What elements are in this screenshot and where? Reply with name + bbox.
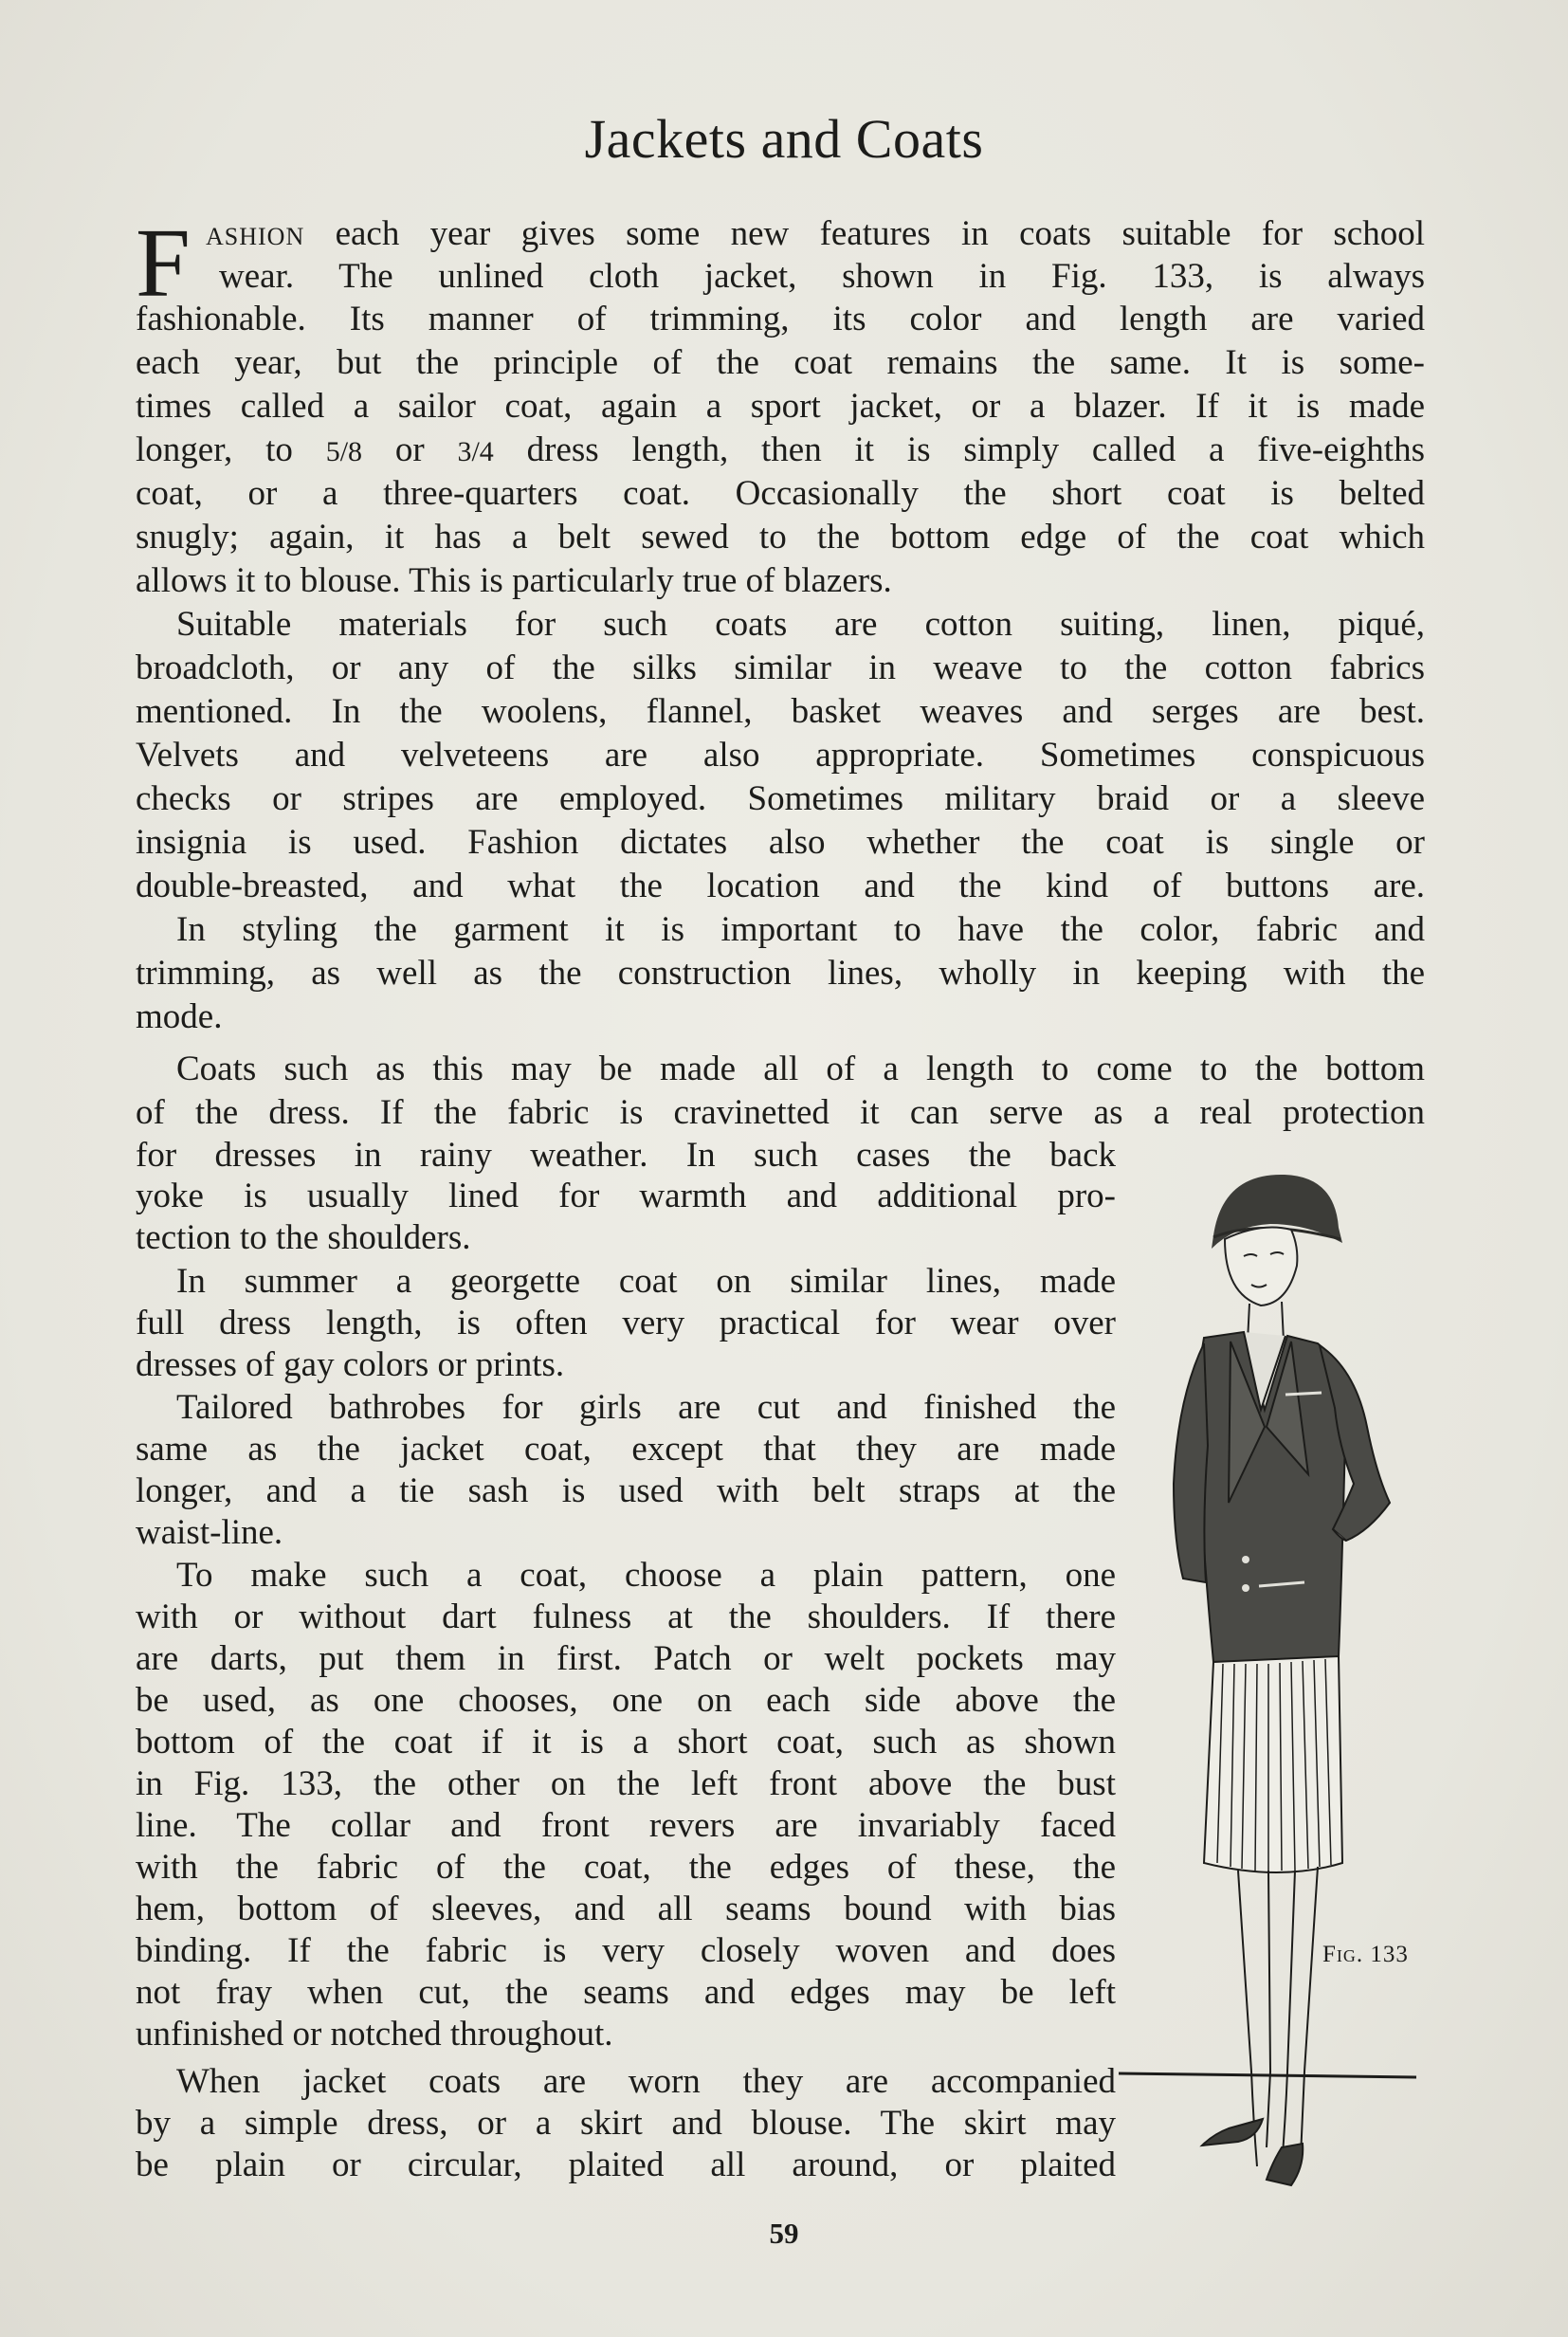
- text-line: tection to the shoulders.: [136, 1218, 471, 1257]
- text-line: yoke is usually lined for warmth and additional pro-: [136, 1177, 1116, 1215]
- text-line: In styling the garment it is important to have the color, fabric and: [176, 910, 1425, 949]
- text-line: by a simple dress, or a skirt and blouse. The skirt may: [136, 2104, 1116, 2143]
- text-line: snugly; again, it has a belt sewed to the bottom edge of the coat which: [136, 518, 1425, 557]
- text-line: not fray when cut, the seams and edges may be left: [136, 1973, 1116, 2012]
- text-line: longer, and a tie sash is used with belt straps at the: [136, 1471, 1116, 1510]
- line-text: dress length, then it is simply called a five-eighths: [493, 430, 1425, 469]
- text-line: unfinished or notched throughout.: [136, 2015, 613, 2054]
- legs: [1238, 1867, 1318, 2166]
- page-title: Jackets and Coats: [584, 108, 984, 170]
- text-line: be used, as one chooses, one on each side above the: [136, 1681, 1116, 1720]
- text-line: same as the jacket coat, except that they are made: [136, 1430, 1116, 1469]
- text-line: mode.: [136, 997, 223, 1036]
- text-line: are darts, put them in first. Patch or welt pockets may: [136, 1639, 1116, 1678]
- drop-cap: F: [136, 209, 191, 318]
- page-number: 59: [769, 2217, 799, 2250]
- text-line: [136, 432, 1425, 467]
- text-line: full dress length, is often very practical for wear over: [136, 1304, 1116, 1342]
- text-line: line. The collar and front revers are invariably faced: [136, 1806, 1116, 1845]
- text-line: for dresses in rainy weather. In such cases the back: [136, 1136, 1116, 1175]
- face: [1225, 1228, 1297, 1305]
- text-line: checks or stripes are employed. Sometimes military braid or a sleeve: [136, 779, 1425, 818]
- fraction: 5/8: [325, 436, 363, 467]
- text-line: trimming, as well as the construction lines, wholly in keeping with the: [136, 954, 1425, 993]
- fraction: 3/4: [457, 436, 494, 467]
- lead-word: ashion: [206, 214, 305, 253]
- text-line: bottom of the coat if it is a short coat, such as shown: [136, 1723, 1116, 1762]
- text-line: broadcloth, or any of the silks similar in weave to the cotton fabrics: [136, 648, 1425, 687]
- text-line: with or without dart fulness at the shoulders. If there: [136, 1598, 1116, 1636]
- text-line: To make such a coat, choose a plain pattern, one: [176, 1556, 1116, 1595]
- text-line: of the dress. If the fabric is cravinetted it can serve as a real protection: [136, 1093, 1425, 1132]
- pleated-skirt: [1204, 1656, 1342, 1872]
- text-line: each year, but the principle of the coat remains the same. It is some-: [136, 343, 1425, 382]
- text-line: coat, or a three-quarters coat. Occasionally the short coat is belted: [136, 474, 1425, 513]
- text-line: Coats such as this may be made all of a length to come to the bottom: [176, 1050, 1425, 1088]
- figure-caption: Fig. 133: [1322, 1942, 1409, 1967]
- text-line: with the fabric of the coat, the edges of these, the: [136, 1848, 1116, 1887]
- text-line: times called a sailor coat, again a sport jacket, or a blazer. If it is made: [136, 387, 1425, 426]
- text-line: fashionable. Its manner of trimming, its color and length are varied: [136, 300, 1425, 338]
- text-line: insignia is used. Fashion dictates also whether the coat is single or: [136, 823, 1425, 862]
- text-line: Suitable materials for such coats are cotton suiting, linen, piqué,: [176, 605, 1425, 644]
- shoes: [1202, 2119, 1303, 2185]
- text-line: allows it to blouse. This is particularly true of blazers.: [136, 561, 892, 600]
- text-line: hem, bottom of sleeves, and all seams bound with bias: [136, 1890, 1116, 1928]
- text-line: In summer a georgette coat on similar lines, made: [176, 1262, 1116, 1301]
- text-line: dresses of gay colors or prints.: [136, 1345, 565, 1384]
- text-line: Velvets and velveteens are also appropriate. Sometimes conspicuous: [136, 736, 1425, 775]
- left-sleeve: [1174, 1343, 1208, 1582]
- text-line: wear. The unlined cloth jacket, shown in Fig. 133, is always: [219, 257, 1425, 296]
- line-text: or: [362, 430, 458, 469]
- text-line: binding. If the fabric is very closely woven and does: [136, 1931, 1116, 1970]
- text-line: Tailored bathrobes for girls are cut and finished the: [176, 1388, 1116, 1427]
- line-text: longer, to: [136, 430, 326, 469]
- ground-line: [1119, 2073, 1416, 2077]
- text-line: in Fig. 133, the other on the left front above the bust: [136, 1764, 1116, 1803]
- text-line: double-breasted, and what the location and the kind of buttons are.: [136, 867, 1425, 905]
- text-line: mentioned. In the woolens, flannel, basket weaves and serges are best.: [136, 692, 1425, 731]
- line-text: each year gives some new features in coats suitable for school: [304, 214, 1425, 253]
- text-line: When jacket coats are worn they are accompanied: [176, 2062, 1116, 2101]
- fig-133-illustration: [1119, 1161, 1469, 2204]
- text-line: [206, 216, 1425, 251]
- text-line: waist-line.: [136, 1513, 283, 1552]
- text-line: be plain or circular, plaited all around, or plaited: [136, 2145, 1116, 2184]
- jacket: [1198, 1332, 1346, 1663]
